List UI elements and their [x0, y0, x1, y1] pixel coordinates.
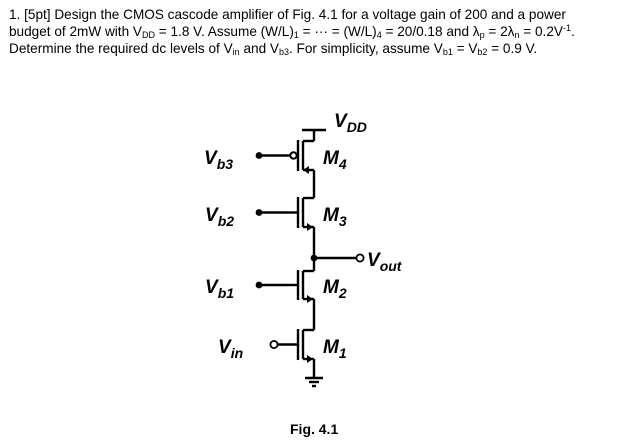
transistor-m1	[278, 329, 314, 360]
vb1-label: $V_{b1}$	[205, 277, 235, 301]
transistor-m2	[289, 270, 314, 300]
vin-terminal	[270, 341, 277, 348]
m4-gate-bubble	[290, 152, 296, 158]
line3-text-5: = 0.9 V.	[487, 41, 538, 56]
m2-label: $M_2$	[323, 277, 347, 301]
vb3-terminal	[256, 152, 263, 159]
transistor-m3	[289, 197, 314, 228]
vin-label: $V_{in}$	[218, 337, 244, 361]
vout-label: $V_{out}$	[367, 250, 402, 274]
vb2-subscript: b2	[477, 47, 488, 57]
vin-subscript: in	[232, 47, 240, 57]
vb3-label: $V_{b3}$	[204, 148, 234, 172]
line3-text-2: and V	[239, 41, 279, 56]
wl1-subscript: 1	[293, 30, 299, 40]
ground-symbol	[305, 378, 323, 386]
vb3-subscript: b3	[278, 47, 289, 57]
lambda-p-subscript: p	[479, 30, 485, 40]
output-node-dot	[311, 255, 318, 262]
m2-arrow	[307, 295, 313, 303]
problem-points: [5pt]	[24, 7, 51, 22]
problem-number: 1.	[9, 7, 21, 22]
line2-text-1: budget of 2mW with V	[9, 24, 142, 39]
figure-caption: Fig. 4.1	[290, 421, 339, 437]
vb1-subscript: b1	[442, 47, 453, 57]
wl4-subscript: 4	[376, 30, 382, 40]
line2-text-5: = 2λ	[484, 24, 515, 39]
m1-arrow	[307, 355, 313, 363]
vout-terminal	[356, 254, 363, 261]
line2-text-3: = ··· = (W/L)	[298, 24, 377, 39]
lambda-n-subscript: n	[514, 30, 520, 40]
line3-text-4: = V	[452, 41, 478, 56]
vdd-subscript: DD	[141, 30, 155, 40]
unit-exponent: -1	[562, 23, 571, 33]
m1-label: $M_1$	[323, 337, 347, 361]
vdd-label: $V_{DD}$	[334, 111, 367, 135]
m3-label: $M_3$	[323, 205, 347, 229]
line2-text-2: = 1.8 V. Assume (W/L)	[154, 24, 294, 39]
vb2-terminal	[256, 209, 263, 216]
line2-text-7: .	[570, 24, 575, 39]
problem-line-1-text: Design the CMOS cascode amplifier of Fig. 4.1 for a voltage gain of 200 and a power	[54, 7, 566, 22]
vb2-label: $V_{b2}$	[205, 205, 235, 229]
m4-label: $M_4$	[323, 148, 347, 172]
m3-arrow	[307, 223, 313, 231]
line2-text-4: = 20/0.18 and λ	[381, 24, 480, 39]
line2-text-6: = 0.2V	[519, 24, 563, 39]
vb1-terminal	[256, 282, 263, 289]
line3-text-1: Determine the required dc levels of V	[9, 41, 233, 56]
line3-text-3: . For simplicity, assume V	[289, 41, 443, 56]
